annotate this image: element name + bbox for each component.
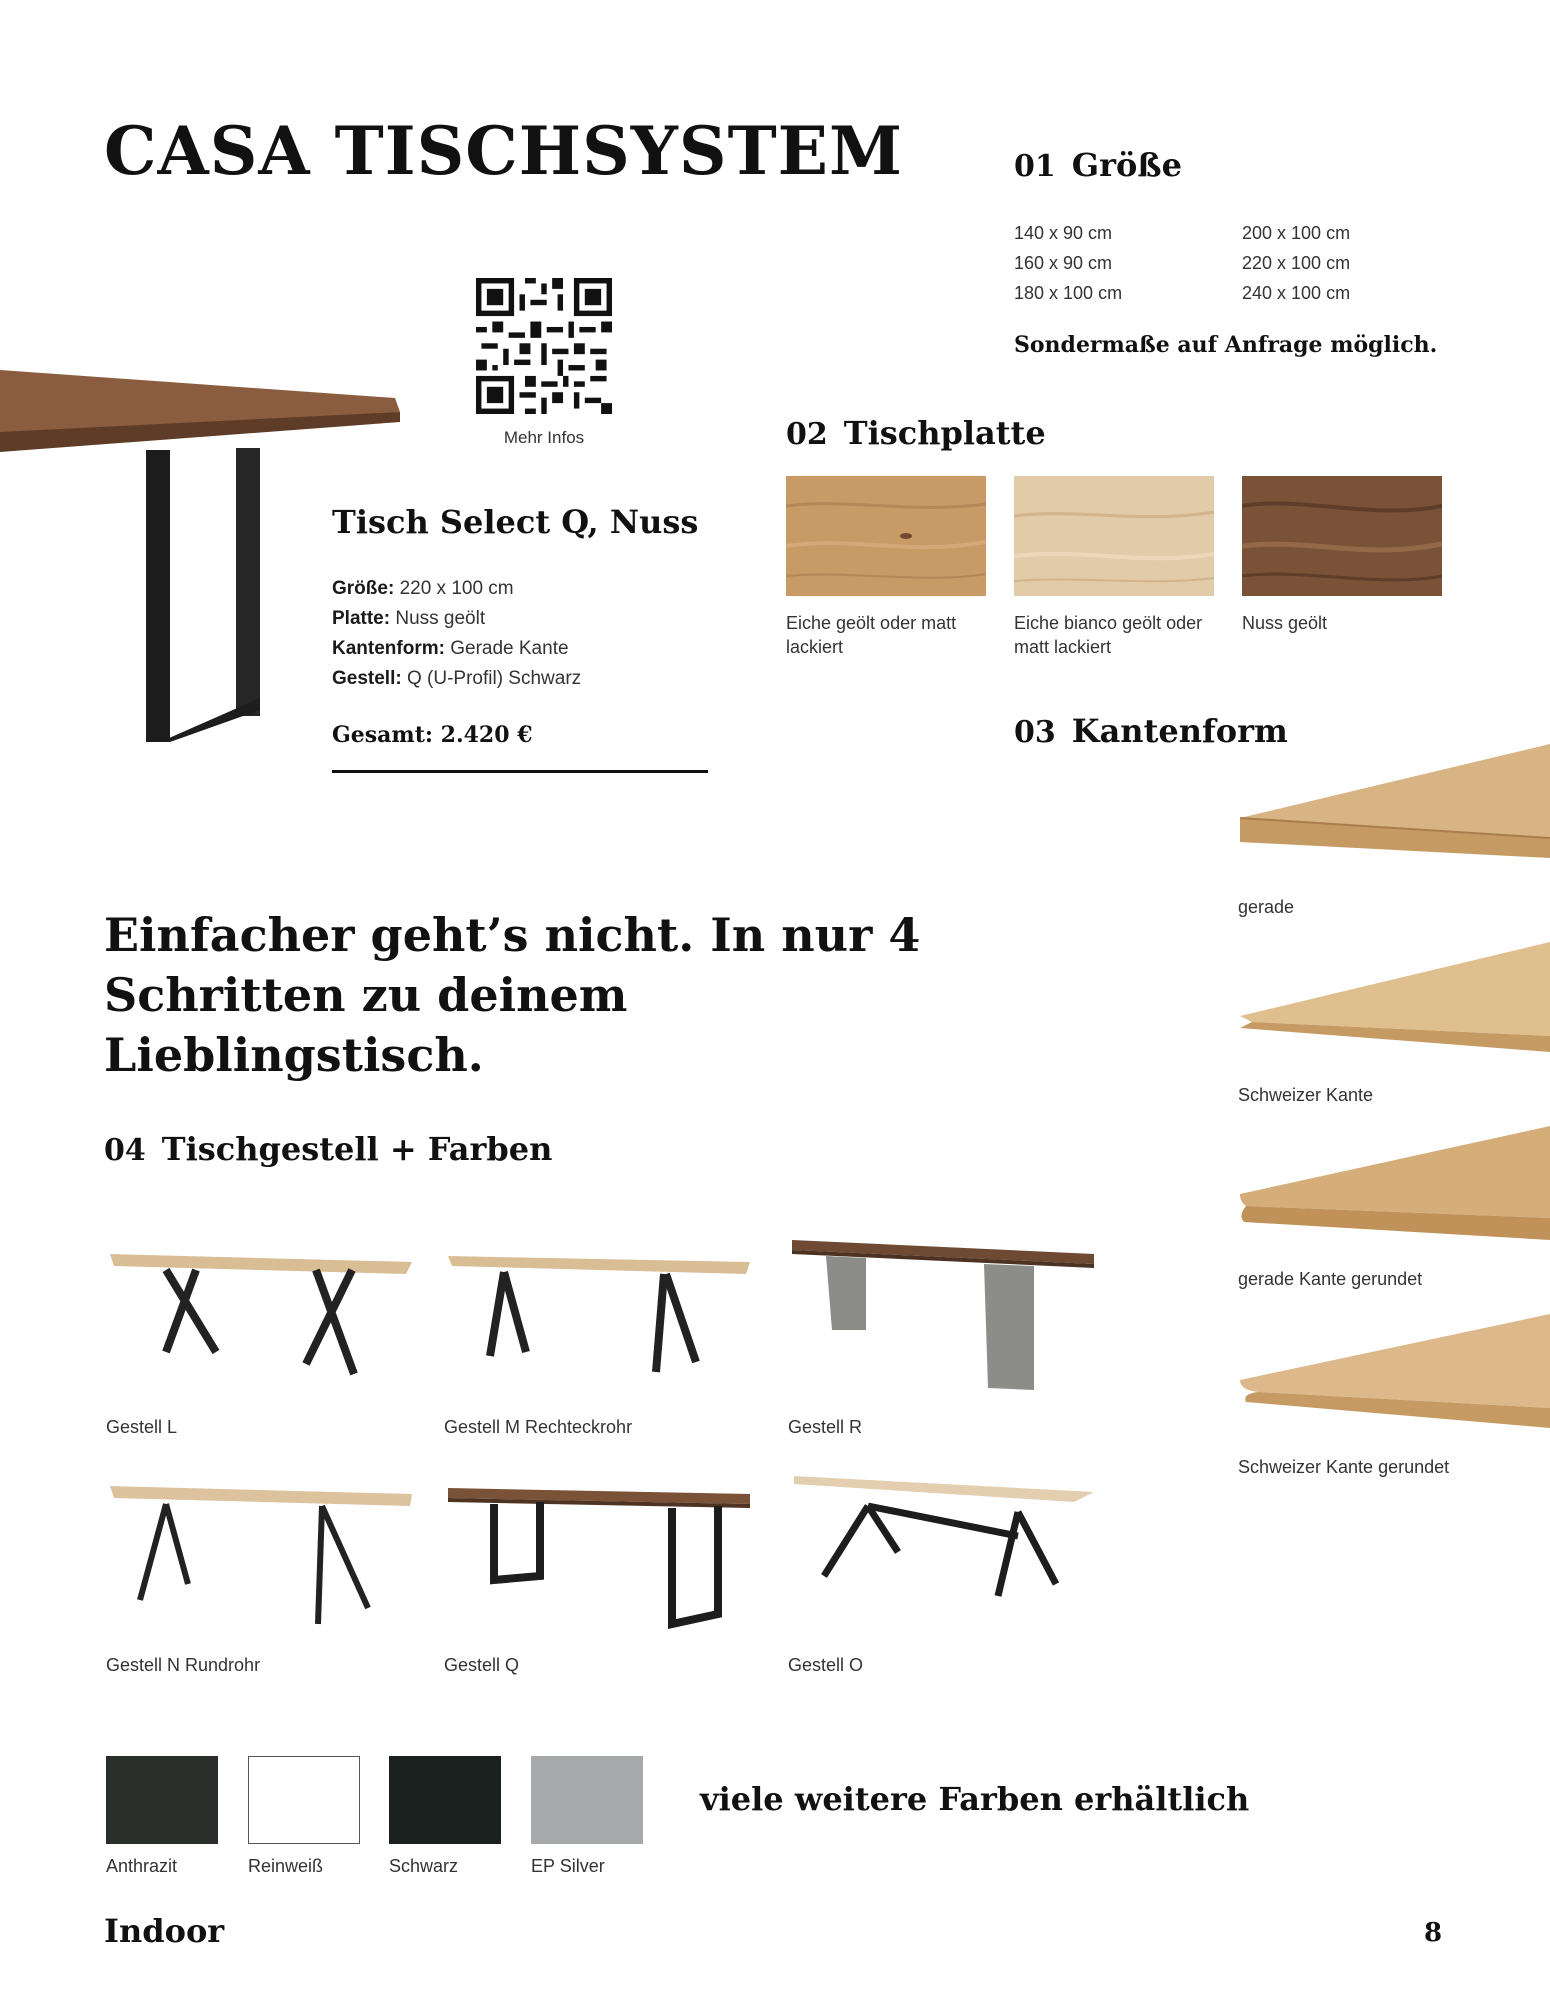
spec-key: Platte: xyxy=(332,608,391,629)
size-item: 240 x 100 cm xyxy=(1242,283,1351,303)
swiss-edge-image xyxy=(1238,938,1550,1068)
frame-caption: Gestell R xyxy=(788,1417,863,1437)
color-option[interactable] xyxy=(389,1756,501,1878)
special-size-note: Sondermaße auf Anfrage möglich. xyxy=(1014,332,1438,358)
footer-category: Indoor xyxy=(104,1912,225,1950)
color-caption: Schwarz xyxy=(389,1856,459,1876)
section-title: Tischplatte xyxy=(843,414,1046,452)
color-caption: Anthrazit xyxy=(106,1856,178,1876)
tabletop-option[interactable] xyxy=(1242,476,1452,635)
slogan: Einfacher geht’s nicht. In nur 4 Schritten zu deinem Lieblingstisch. xyxy=(104,908,921,1082)
page-number: 8 xyxy=(1424,1918,1443,1948)
swiss-rounded-edge-image xyxy=(1238,1310,1550,1440)
spec-key: Größe: xyxy=(332,578,395,599)
edge-caption: gerade Kante gerundet xyxy=(1238,1269,1423,1289)
tabletop-section-heading xyxy=(786,414,1046,452)
straight-edge-image xyxy=(1238,740,1550,880)
frame-caption: Gestell L xyxy=(106,1417,178,1437)
edge-option[interactable] xyxy=(1238,938,1550,1107)
oak-wood-swatch xyxy=(786,476,986,596)
edge-caption: Schweizer Kante gerundet xyxy=(1238,1457,1450,1477)
size-item: 200 x 100 cm xyxy=(1242,223,1351,243)
spec-value: Nuss geölt xyxy=(395,608,486,629)
spec-row xyxy=(332,604,581,634)
qr-caption: Mehr Infos xyxy=(503,428,585,447)
frame-m-image xyxy=(444,1234,754,1394)
size-item: 220 x 100 cm xyxy=(1242,253,1351,273)
frame-caption: Gestell O xyxy=(788,1655,864,1675)
tabletop-option[interactable] xyxy=(1014,476,1224,659)
spec-row xyxy=(332,634,581,664)
section-number: 01 xyxy=(1014,149,1056,184)
size-item: 140 x 90 cm xyxy=(1014,223,1113,243)
frame-caption: Gestell N Rundrohr xyxy=(106,1655,261,1675)
frame-n-image xyxy=(106,1472,416,1632)
more-colors-note: viele weitere Farben erhältlich xyxy=(700,1780,1250,1818)
spec-value: Q (U-Profil) Schwarz xyxy=(406,668,582,689)
size-section-heading xyxy=(1014,146,1182,184)
frame-q-image xyxy=(444,1472,754,1632)
spec-value: Gerade Kante xyxy=(450,638,569,659)
size-item: 180 x 100 cm xyxy=(1014,283,1123,303)
section-number: 02 xyxy=(786,417,828,452)
size-list-left xyxy=(1014,218,1122,308)
edge-option[interactable] xyxy=(1238,740,1550,919)
frame-l-image xyxy=(106,1234,416,1394)
frame-option[interactable] xyxy=(788,1234,1098,1439)
section-number: 03 xyxy=(1014,715,1056,750)
edge-caption: gerade xyxy=(1238,897,1295,917)
color-swatch-ep-silver xyxy=(531,1756,643,1844)
section-number: 04 xyxy=(104,1133,146,1168)
color-swatch-anthrazit xyxy=(106,1756,218,1844)
tabletop-caption: Eiche bianco geölt oder matt lackiert xyxy=(1014,613,1203,657)
size-item: 160 x 90 cm xyxy=(1014,253,1113,273)
color-swatch-reinweiss xyxy=(248,1756,360,1844)
color-caption: EP Silver xyxy=(531,1856,605,1876)
frame-option[interactable] xyxy=(788,1472,1098,1677)
color-option[interactable] xyxy=(531,1756,643,1878)
frame-option[interactable] xyxy=(444,1234,754,1439)
product-title: Tisch Select Q, Nuss xyxy=(332,503,699,541)
total-price: Gesamt: 2.420 € xyxy=(332,722,533,748)
frame-caption: Gestell Q xyxy=(444,1655,520,1675)
spec-row xyxy=(332,574,581,604)
product-specs xyxy=(332,574,581,694)
total-divider xyxy=(332,770,708,773)
frame-option[interactable] xyxy=(444,1472,754,1677)
frame-o-image xyxy=(788,1472,1098,1632)
color-option[interactable] xyxy=(106,1756,218,1878)
size-list-right xyxy=(1242,218,1350,308)
rounded-edge-image xyxy=(1238,1122,1550,1252)
frame-option[interactable] xyxy=(106,1472,416,1677)
qr-code[interactable] xyxy=(476,278,612,414)
frame-r-image xyxy=(788,1234,1098,1394)
spec-key: Kantenform: xyxy=(332,638,445,659)
spec-value: 220 x 100 cm xyxy=(399,578,514,599)
frame-option[interactable] xyxy=(106,1234,416,1439)
section-title: Größe xyxy=(1071,146,1182,184)
frame-caption: Gestell M Rechteckrohr xyxy=(444,1417,633,1437)
section-title: Tischgestell + Farben xyxy=(161,1130,553,1168)
edge-option[interactable] xyxy=(1238,1122,1550,1291)
edge-option[interactable] xyxy=(1238,1310,1550,1479)
tabletop-option[interactable] xyxy=(786,476,996,659)
color-swatch-schwarz xyxy=(389,1756,501,1844)
frame-section-heading xyxy=(104,1130,552,1168)
walnut-swatch xyxy=(1242,476,1442,596)
edge-caption: Schweizer Kante xyxy=(1238,1085,1374,1105)
color-option[interactable] xyxy=(248,1756,360,1878)
oak-bianco-swatch xyxy=(1014,476,1214,596)
spec-row xyxy=(332,664,581,694)
tabletop-caption: Eiche geölt oder matt lackiert xyxy=(786,613,957,657)
page-title: CASA TISCHSYSTEM xyxy=(104,112,904,190)
color-caption: Reinweiß xyxy=(248,1856,324,1876)
tabletop-caption: Nuss geölt xyxy=(1242,613,1328,633)
section-title: Kantenform xyxy=(1071,712,1288,750)
spec-key: Gestell: xyxy=(332,668,402,689)
